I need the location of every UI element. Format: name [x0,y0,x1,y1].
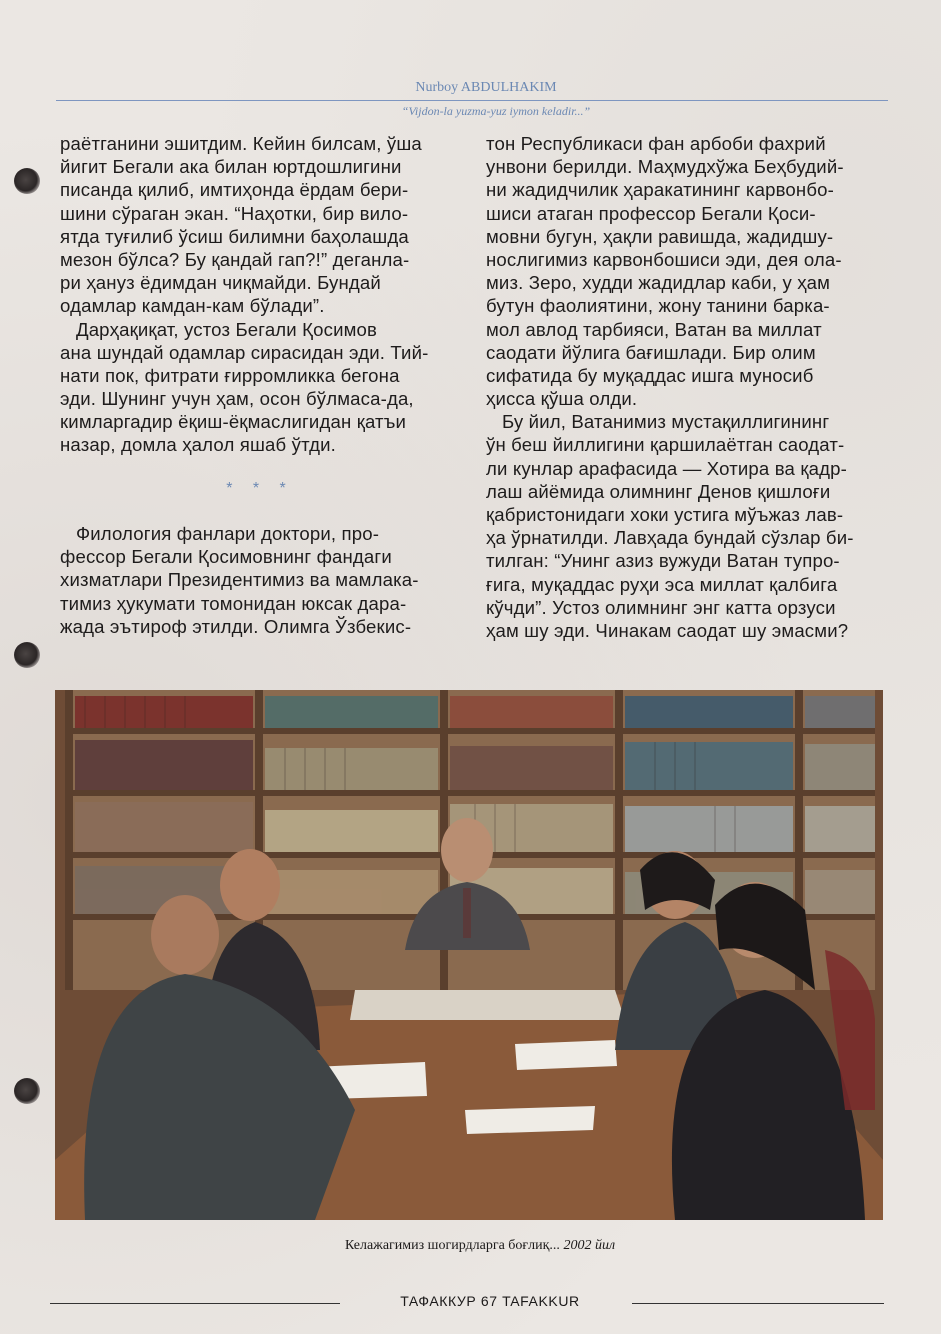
text-line: ли кунлар арафасида — Хотира ва қадр- [486,457,847,479]
text-line: эди. Шунинг учун ҳам, осон бўлмаса-да, [60,388,414,410]
header-rule [56,100,888,101]
text-line: тон Республикаси фан арбоби фахрий [486,133,826,154]
text-line: тимиз ҳукумати томонидан юксак дара- [60,592,407,614]
header-subtitle: “Vijdon-la yuzma-yuz iymon keladir...” [401,104,591,118]
text-line: жада эътироф этилди. Олимга Ўзбекис- [60,615,412,637]
text-line: тилган: “Унинг азиз вужуди Ватан тупро- [486,550,840,572]
section-separator: * * * [226,480,294,497]
text-line: шиси атаган профессор Бегали Қоси- [486,202,816,224]
header-author: Nurboy ABDULHAKIM [415,80,557,95]
punch-hole [14,168,40,194]
text-line: мезон бўлса? Бу қандай гап?!” деганла- [60,248,410,270]
text-line: одамлар камдан-кам бўлади”. [60,295,325,317]
text-line: нослигимиз карвонбошиси эди, дея ола- [486,248,842,270]
text-line: ана шундай одамлар сирасидан эди. Тий- [60,341,429,363]
text-line: лаш айёмида олимнинг Денов қишлоғи [486,480,831,502]
text-line: сифатида бу муқаддас ишга муносиб [486,364,814,386]
punch-hole [14,1078,40,1104]
text-line: хизматлари Президентимиз ва мамлака- [60,569,419,591]
text-line: мол авлод тарбияси, Ватан ва миллат [486,318,822,340]
footer-folio: ТАФАККУР 67 TAFAKKUR [400,1293,580,1309]
left-column-part2 [60,522,458,638]
text-line: бутун фаолиятини, жону танини барка- [486,295,830,317]
text-line: ни жадидчилик ҳаракатининг карвонбо- [486,179,834,201]
text-line: писанда қилиб, имтиҳонда ёрдам бери- [60,179,409,201]
left-column [60,132,458,457]
library-meeting-photo [55,690,883,1220]
photo-caption [290,1238,670,1254]
text-line: унвони берилди. Маҳмудхўжа Беҳбудий- [486,156,844,178]
text-line: йигит Бегали ака билан юртдошлигини [60,156,402,178]
text-line: саодати йўлига бағишлади. Бир олим [486,341,816,363]
caption-year: 2002 йил [563,1238,616,1253]
text-line: назар, домла ҳалол яшаб ўтди. [60,434,337,456]
text-line: қабристонидаги хоки устига мўъжаз лав- [486,504,844,525]
text-line: Бу йил, Ватанимиз мустақиллигининг [486,411,830,433]
caption-text: Келажагимиз шогирдларга боғлиқ... [344,1238,560,1253]
text-line: мовни бугун, ҳақли равишда, жадидшу- [486,225,834,247]
text-line: ғига, муқаддас руҳи эса миллат қалбига [486,573,838,595]
text-line: фессор Бегали Қосимовнинг фандаги [60,546,392,568]
footer-rule-right [632,1303,884,1304]
text-line: кимларгадир ёқиш-ёқмаслигидан қатъи [60,411,407,433]
right-column [486,132,888,642]
text-line: Филология фанлари доктори, про- [60,523,380,544]
page-footer [50,1292,890,1314]
text-line: шини сўраган экан. “Наҳотки, бир вило- [60,202,409,224]
text-line: ри ҳануз ёдимдан чиқмайди. Бундай [60,272,381,294]
text-line: ҳа ўрнатилди. Лавҳада бундай сўзлар би- [486,527,854,549]
text-line: ҳисса қўша олди. [486,388,638,410]
text-line: ятда туғилиб ўсиш билимни баҳолашда [60,225,409,247]
text-line: миз. Зеро, худди жадидлар каби, у ҳам [486,272,831,294]
text-line: ҳам шу эди. Чинакам саодат шу эмасми? [486,619,849,641]
text-line: раётганини эшитдим. Кейин билсам, ўша [60,133,422,154]
text-line: кўчди”. Устоз олимнинг энг катта орзуси [486,596,836,618]
text-line: ўн беш йиллигини қаршилаётган саодат- [486,434,845,456]
punch-hole [14,642,40,668]
footer-rule-left [50,1303,340,1304]
text-line: Дарҳақиқат, устоз Бегали Қосимов [60,318,378,340]
text-line: нати пок, фитрати ғирромликка бегона [60,364,400,386]
